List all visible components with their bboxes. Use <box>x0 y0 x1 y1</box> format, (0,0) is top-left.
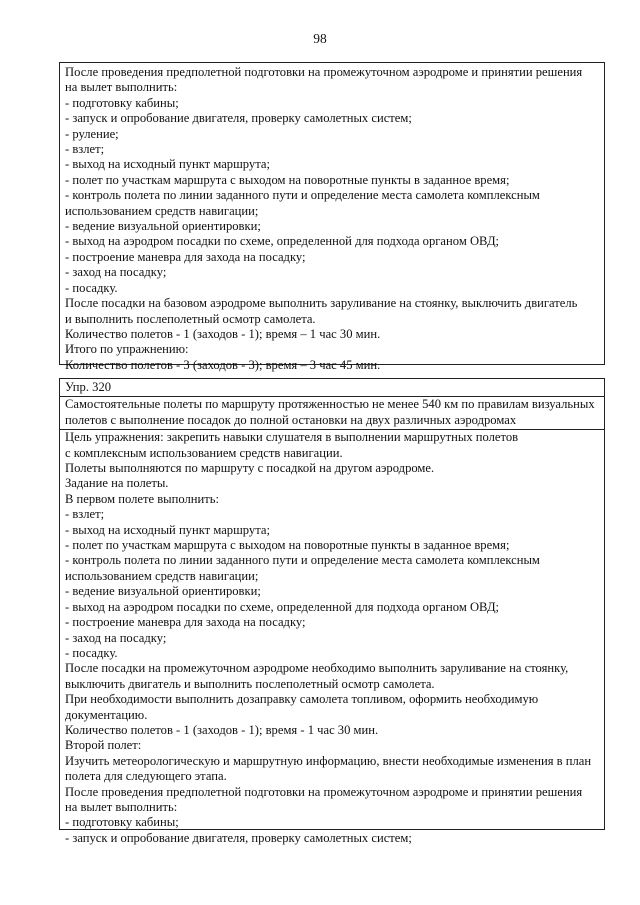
block1-content <box>60 63 604 373</box>
list-item: - руление; <box>65 126 119 141</box>
text-line: При необходимости выполнить дозаправку самолета топливом, оформить необходимую <box>65 692 539 707</box>
text-line: После посадки на промежуточном аэродроме необходимо выполнить заруливание на стоянку, <box>65 661 569 676</box>
exercise-block <box>59 378 605 845</box>
list-item: - заход на посадку; <box>65 630 167 645</box>
list-item: - построение маневра для захода на посадку; <box>65 615 306 630</box>
list-item: - контроль полета по линии заданного пути и определение места самолета комплексным <box>65 553 540 568</box>
list-item: - взлет; <box>65 142 105 157</box>
text-line: После посадки на базовом аэродроме выполнить заруливание на стоянку, выключить двигатель <box>65 296 578 311</box>
text-line: и выполнить послеполетный осмотр самолета. <box>65 311 316 326</box>
text-line: Цель упражнения: закрепить навыки слушателя в выполнении маршрутных полетов <box>65 430 519 445</box>
list-item: - ведение визуальной ориентировки; <box>65 584 261 599</box>
list-item: - запуск и опробование двигателя, проверку самолетных систем; <box>65 830 412 845</box>
text-line: Итого по упражнению: <box>65 342 189 357</box>
list-item: - посадку. <box>65 280 118 295</box>
list-item: - выход на исходный пункт маршрута; <box>65 522 270 537</box>
list-item: - подготовку кабины; <box>65 95 179 110</box>
list-item: - выход на аэродром посадки по схеме, определенной для подхода органом ОВД; <box>65 234 500 249</box>
title-line: полетов с выполнение посадок до полной остановки на двух различных аэродромах <box>65 412 517 427</box>
list-item: - полет по участкам маршрута с выходом на поворотные пункты в заданное время; <box>65 538 510 553</box>
text-line: После проведения предполетной подготовки на промежуточном аэродроме и принятии решения <box>65 65 583 79</box>
list-item: - запуск и опробование двигателя, проверку самолетных систем; <box>65 111 412 126</box>
text-line: использованием средств навигации; <box>65 203 259 218</box>
text-line: на вылет выполнить: <box>65 80 178 95</box>
title-line: Самостоятельные полеты по маршруту протяженностью не менее 540 км по правилам визуальных <box>65 397 595 412</box>
exercise-title <box>60 397 604 430</box>
list-item: - полет по участкам маршрута с выходом на поворотные пункты в заданное время; <box>65 172 510 187</box>
text-line: полета для следующего этапа. <box>65 769 227 784</box>
list-item: - посадку. <box>65 645 118 660</box>
text-line: Второй полет: <box>65 738 142 753</box>
list-item: - подготовку кабины; <box>65 815 179 830</box>
text-line: на вылет выполнить: <box>65 799 178 814</box>
text-line: Полеты выполняются по маршруту с посадкой на другом аэродроме. <box>65 461 435 476</box>
text-line: После проведения предполетной подготовки на промежуточном аэродроме и принятии решения <box>65 784 583 799</box>
text-line: В первом полете выполнить: <box>65 491 219 506</box>
list-item: - построение маневра для захода на посадку; <box>65 249 306 264</box>
list-item: - выход на исходный пункт маршрута; <box>65 157 270 172</box>
text-line: Количество полетов - 3 (заходов - 3); время – 3 час 45 мин. <box>65 357 381 372</box>
list-item: - заход на посадку; <box>65 265 167 280</box>
text-line: использованием средств навигации; <box>65 568 259 583</box>
text-line: Задание на полеты. <box>65 476 169 491</box>
text-line: Количество полетов - 1 (заходов - 1); время – 1 час 30 мин. <box>65 326 381 341</box>
text-line: выключить двигатель и выполнить послеполетный осмотр самолета. <box>65 676 435 691</box>
list-item: - ведение визуальной ориентировки; <box>65 219 261 234</box>
text-line: документацию. <box>65 707 148 722</box>
page-number: 98 <box>313 31 327 46</box>
list-item: - взлет; <box>65 507 105 522</box>
exercise-number: Упр. 320 <box>60 379 604 397</box>
text-block-continuation <box>59 62 605 372</box>
exercise-body <box>60 430 604 846</box>
text-line: Количество полетов - 1 (заходов - 1); время - 1 час 30 мин. <box>65 722 379 737</box>
text-line: Изучить метеорологическую и маршрутную информацию, внести необходимые изменения в план <box>65 753 592 768</box>
text-line: с комплексным использованием средств навигации. <box>65 445 343 460</box>
list-item: - выход на аэродром посадки по схеме, определенной для подхода органом ОВД; <box>65 599 500 614</box>
list-item: - контроль полета по линии заданного пути и определение места самолета комплексным <box>65 188 540 203</box>
